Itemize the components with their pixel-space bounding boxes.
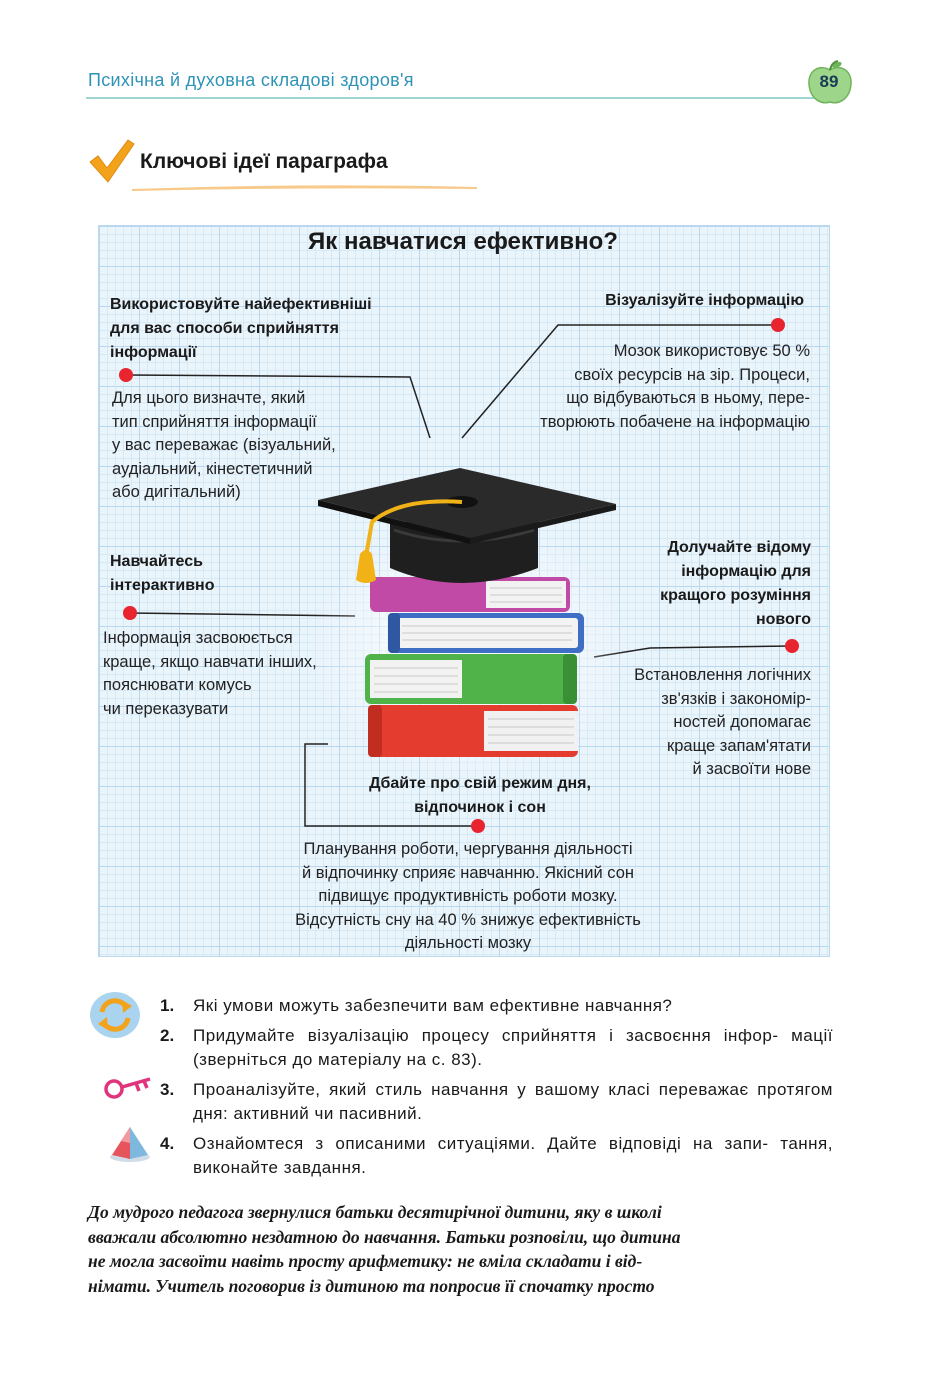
- heading-line: Використовуйте найефективніші: [110, 296, 372, 313]
- block-5-heading: [330, 772, 630, 820]
- text-line: своїх ресурсів на зір. Процеси,: [574, 365, 810, 384]
- heading-line: інтерактивно: [110, 577, 215, 594]
- block-4-heading: [600, 536, 811, 632]
- text-line: краще, якщо навчати інших,: [103, 652, 317, 671]
- text-line: Для цього визначте, який: [112, 389, 306, 407]
- question-number: 3.: [160, 1080, 175, 1099]
- running-head: Психічна й духовна складові здоров'я: [88, 70, 414, 90]
- text-line: краще запам'ятати: [667, 736, 811, 755]
- text-line: Встановлення логічних: [634, 666, 811, 684]
- question-text: Які умови можуть забезпечити вам ефективне навчання?: [193, 996, 673, 1015]
- story-line: вважали абсолютно нездатною до навчання. Батьки розповіли, що дитина: [88, 1226, 681, 1247]
- block-3-heading: [110, 550, 310, 598]
- story-paragraph: [88, 1200, 833, 1298]
- heading-line: для вас способи сприйняття: [110, 320, 339, 337]
- question-text: Ознайомтеся з описаними ситуаціями. Дайте відповіді на запи- тання, виконайте завдання.: [193, 1134, 833, 1177]
- story-line: До мудрого педагога звернулися батьки десятирічної дитини, яку в школі: [88, 1202, 662, 1222]
- block-4-text: [590, 664, 811, 782]
- section-title-underline: [132, 184, 477, 192]
- header-rule: [86, 97, 824, 99]
- text-line: чи переказувати: [103, 699, 229, 718]
- text-line: або дигітальний): [112, 483, 241, 501]
- block-1-text: [112, 387, 432, 505]
- text-line: пояснювати комусь: [103, 676, 252, 694]
- text-line: що відбуваються в ньому, пере-: [566, 389, 810, 407]
- text-line: Мозок використовує 50 %: [613, 342, 810, 360]
- question-text: Придумайте візуалізацію процесу сприйняття і засвоєння інфор- мації (зверніться до матеріалу на с. 83).: [193, 1026, 833, 1069]
- heading-line: кращого розуміння: [660, 587, 811, 604]
- text-line: підвищує продуктивність роботи мозку.: [318, 887, 618, 905]
- heading-line: відпочинок і сон: [414, 799, 546, 816]
- checkmark-icon: [88, 138, 136, 184]
- section-title: Ключові ідеї параграфа: [140, 150, 388, 173]
- books-and-graduation-cap-icon: [310, 460, 630, 780]
- text-line: й засвоїти нове: [692, 760, 811, 778]
- page-number: 89: [819, 72, 839, 91]
- heading-line: Візуалізуйте інформацію: [605, 292, 804, 309]
- text-line: творюють побачене на інформацію: [540, 412, 810, 431]
- heading-line: нового: [755, 611, 811, 628]
- text-line: у вас переважає (візуальний,: [112, 436, 336, 454]
- question-number: 1.: [160, 996, 175, 1015]
- key-icon: [102, 1075, 154, 1101]
- question-number: 2.: [160, 1026, 175, 1045]
- heading-line: інформацію для: [681, 563, 811, 580]
- heading-line: Долучайте відому: [667, 539, 811, 556]
- repeat-arrows-icon: [88, 990, 142, 1040]
- text-line: Інформація засвоюється: [103, 629, 293, 647]
- text-line: тип сприйняття інформації: [112, 412, 317, 431]
- block-5-text: [240, 838, 696, 956]
- infographic-title: Як навчатися ефективно?: [308, 228, 618, 255]
- story-line: не могла засвоїти навіть просту арифметику: не вміла складати і від-: [88, 1251, 643, 1271]
- block-2-heading: [540, 289, 804, 313]
- block-1-heading: [110, 293, 460, 365]
- heading-line: інформації: [110, 344, 197, 361]
- pyramid-icon: [108, 1125, 152, 1163]
- text-line: ностей допомагає: [673, 713, 811, 731]
- text-line: й відпочинку сприяє навчанню. Якісний сон: [301, 863, 635, 882]
- heading-line: Дбайте про свій режим дня,: [369, 775, 591, 792]
- text-line: діяльності мозку: [404, 934, 532, 952]
- text-line: Планування роботи, чергування діяльності: [303, 840, 633, 858]
- story-line: німати. Учитель поговорив із дитиною та попросив її спочатку просто: [88, 1275, 655, 1296]
- heading-line: Навчайтесь: [110, 553, 203, 570]
- block-3-text: [103, 627, 373, 721]
- text-line: аудіальний, кінестетичний: [112, 459, 313, 478]
- text-line: зв'язків і закономір-: [661, 689, 811, 708]
- block-2-text: [450, 340, 810, 434]
- question-text: Проаналізуйте, який стиль навчання у вашому класі переважає протягом дня: активний чи пасивний.: [193, 1080, 833, 1123]
- text-line: Відсутність сну на 40 % знижує ефективність: [295, 910, 641, 929]
- question-number: 4.: [160, 1134, 175, 1153]
